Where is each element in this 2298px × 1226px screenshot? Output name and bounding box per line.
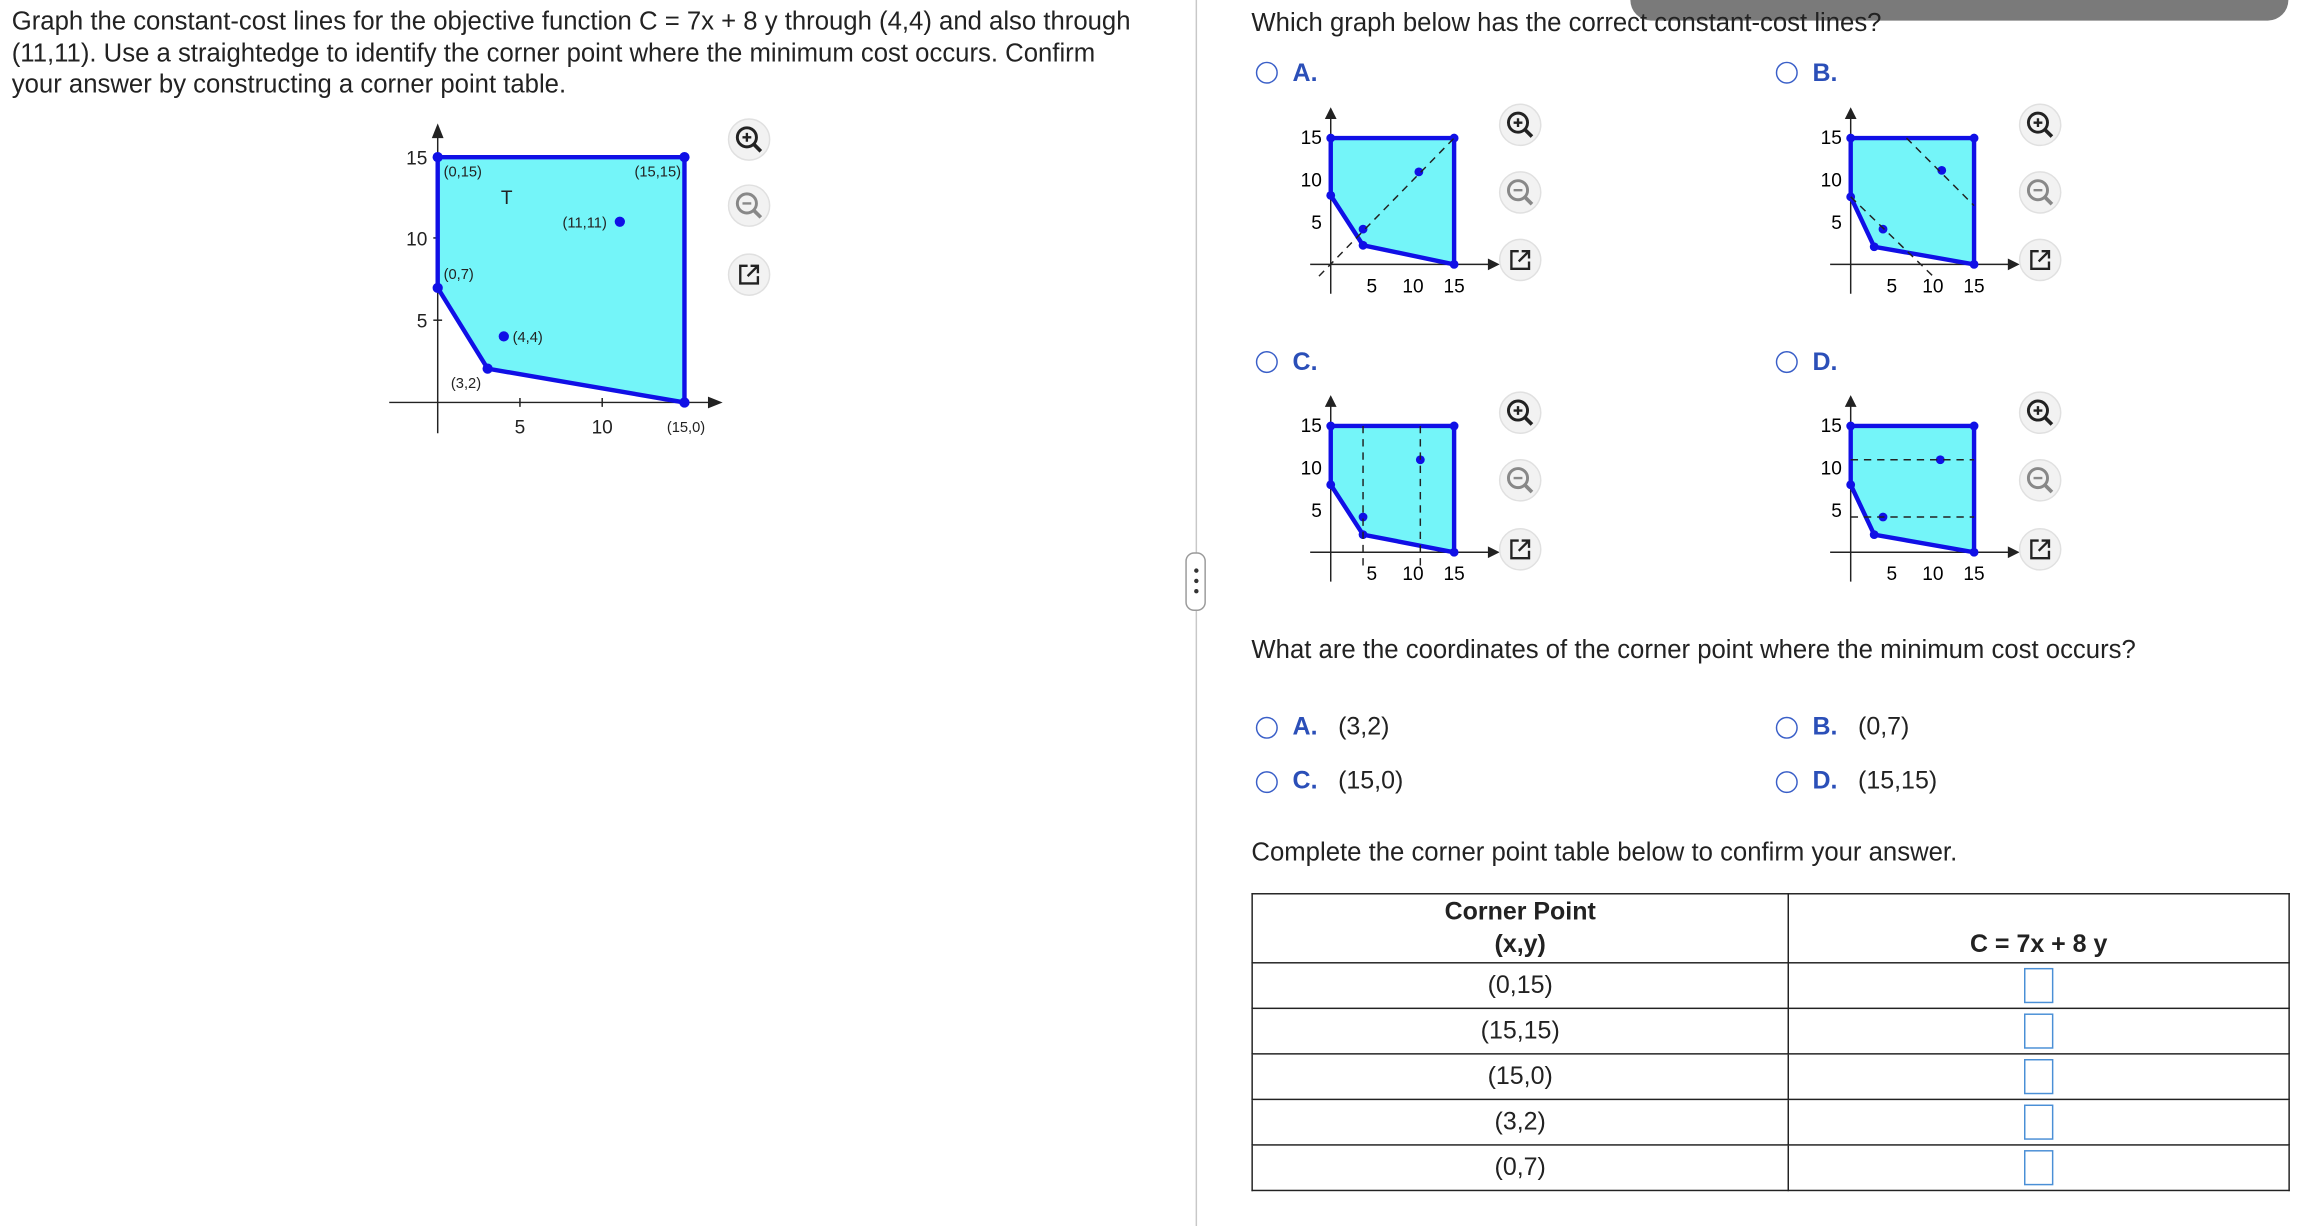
zoom-in-icon (1498, 391, 1542, 435)
main-graph (375, 118, 742, 456)
c-x-tick-10: 10 (1402, 564, 1424, 586)
option-c-zoom-out-button[interactable] (1498, 458, 1542, 502)
answer-option-a-value: (3,2) (1338, 712, 1390, 741)
option-d-zoom-out-button[interactable] (2018, 458, 2062, 502)
cost-input[interactable] (2024, 1013, 2053, 1048)
y-tick-15: 15 (406, 148, 428, 170)
table-prompt: Complete the corner point table below to confirm your answer. (1251, 837, 1958, 867)
corner-point-cell: (0,7) (1252, 1145, 1788, 1191)
expand-icon (2018, 527, 2062, 571)
d-x-tick-10: 10 (1922, 564, 1944, 586)
zoom-out-icon (1498, 170, 1542, 214)
cost-cell (1788, 1099, 2289, 1145)
label-15-15: (15,15) (634, 164, 682, 181)
option-a-zoom-in-button[interactable] (1498, 103, 1542, 147)
graph-option-d-radio[interactable] (1776, 351, 1798, 373)
cost-input[interactable] (2024, 1105, 2053, 1140)
b-x-tick-10: 10 (1922, 276, 1944, 298)
feasible-region (438, 157, 685, 402)
zoom-out-icon (1498, 458, 1542, 502)
b-y-tick-10: 10 (1820, 170, 1842, 192)
label-T: T (500, 188, 513, 210)
answer-option-c-radio[interactable] (1256, 771, 1278, 793)
answer-option-c-value: (15,0) (1338, 766, 1404, 795)
b-y-tick-5: 5 (1831, 213, 1842, 235)
label-0-15: (0,15) (443, 164, 482, 181)
table-row (1252, 963, 2289, 1009)
b-x-tick-5: 5 (1886, 276, 1898, 298)
corner-point-cell: (15,15) (1252, 1008, 1788, 1054)
table-row (1252, 1099, 2289, 1145)
option-b-zoom-in-button[interactable] (2018, 103, 2062, 147)
a-y-tick-10: 10 (1300, 170, 1322, 192)
d-x-tick-5: 5 (1886, 564, 1898, 586)
x-tick-10: 10 (591, 417, 613, 439)
cost-input[interactable] (2024, 1059, 2053, 1094)
zoom-out-icon (2018, 458, 2062, 502)
d-x-tick-15: 15 (1963, 564, 1985, 586)
y-tick-10: 10 (406, 229, 428, 251)
zoom-in-icon (2018, 103, 2062, 147)
c-y-tick-5: 5 (1311, 501, 1322, 523)
question-line-3: your answer by constructing a corner point table. (11, 69, 567, 99)
graph-question-prompt: Which graph below has the correct constant-cost lines? (1251, 7, 1882, 37)
graph-option-a (1278, 103, 1513, 309)
d-y-tick-15: 15 (1820, 415, 1842, 437)
b-x-tick-15: 15 (1963, 276, 1985, 298)
answer-option-a-radio[interactable] (1256, 717, 1278, 739)
graph-option-a-radio[interactable] (1256, 62, 1278, 84)
question-line-1: Graph the constant-cost lines for the objective function C = 7x + 8 y through (4,4) and also through (11, 5, 1131, 36)
label-0-7: (0,7) (443, 267, 474, 284)
answer-option-a-letter: A. (1292, 712, 1318, 741)
cost-input[interactable] (2024, 1150, 2053, 1185)
cost-cell (1788, 1054, 2289, 1100)
corner-point-cell: (15,0) (1252, 1054, 1788, 1100)
a-x-tick-10: 10 (1402, 276, 1424, 298)
option-a-zoom-out-button[interactable] (1498, 170, 1542, 214)
cost-header: C = 7x + 8 y (1788, 894, 2289, 963)
graph-option-a-letter: A. (1292, 58, 1318, 87)
graph-option-b (1798, 103, 2033, 309)
label-3-2: (3,2) (450, 375, 482, 392)
c-y-tick-10: 10 (1300, 458, 1322, 480)
corner-point-header-line1: Corner Point (1444, 897, 1596, 926)
x-tick-5: 5 (514, 417, 526, 439)
cost-cell (1788, 1008, 2289, 1054)
zoom-in-icon (1498, 103, 1542, 147)
expand-icon (1498, 527, 1542, 571)
graph-option-c-radio[interactable] (1256, 351, 1278, 373)
a-x-tick-5: 5 (1366, 276, 1378, 298)
y-tick-5: 5 (416, 311, 428, 333)
expand-icon (1498, 238, 1542, 282)
option-c-zoom-in-button[interactable] (1498, 391, 1542, 435)
cost-input[interactable] (2024, 968, 2053, 1003)
a-x-tick-15: 15 (1443, 276, 1465, 298)
question-line-2: (11,11). Use a straightedge to identify the corner point where the minimum cost occurs. Confirm (11, 37, 1096, 67)
label-11-11: (11,11) (562, 215, 607, 232)
d-y-tick-10: 10 (1820, 458, 1842, 480)
answer-option-c-letter: C. (1292, 766, 1318, 795)
option-b-expand-button[interactable] (2018, 238, 2062, 282)
corner-point-cell: (0,15) (1252, 963, 1788, 1009)
zoom-in-button[interactable] (727, 118, 771, 162)
zoom-in-icon (727, 118, 771, 162)
cost-cell (1788, 1145, 2289, 1191)
zoom-out-icon (2018, 170, 2062, 214)
resize-handle[interactable] (1185, 552, 1206, 611)
expand-button[interactable] (727, 253, 771, 297)
table-header-row (1252, 894, 2289, 963)
answer-option-d-letter: D. (1812, 766, 1838, 795)
expand-icon (727, 253, 771, 297)
corner-point-table (1251, 893, 2289, 1191)
label-4-4: (4,4) (512, 330, 543, 347)
graph-option-d-letter: D. (1812, 348, 1838, 377)
answer-option-b-radio[interactable] (1776, 717, 1798, 739)
graph-option-b-radio[interactable] (1776, 62, 1798, 84)
answer-option-b-letter: B. (1812, 712, 1838, 741)
graph-option-c-letter: C. (1292, 348, 1318, 377)
corner-point-cell: (3,2) (1252, 1099, 1788, 1145)
table-row (1252, 1054, 2289, 1100)
question-text (12, 6, 1131, 101)
expand-icon (2018, 238, 2062, 282)
corner-point-header-line2: (x,y) (1494, 929, 1546, 958)
graph-option-c (1278, 391, 1513, 597)
table-row (1252, 1008, 2289, 1054)
option-d-expand-button[interactable] (2018, 527, 2062, 571)
answer-option-b-value: (0,7) (1858, 712, 1910, 741)
option-b-zoom-out-button[interactable] (2018, 170, 2062, 214)
a-y-tick-5: 5 (1311, 213, 1322, 235)
zoom-in-icon (2018, 391, 2062, 435)
point-4-4 (499, 331, 509, 341)
graph-option-b-letter: B. (1812, 58, 1838, 87)
answer-option-d-value: (15,15) (1858, 766, 1938, 795)
c-y-tick-15: 15 (1300, 415, 1322, 437)
a-y-tick-15: 15 (1300, 127, 1322, 149)
corner-point-question-prompt: What are the coordinates of the corner point where the minimum cost occurs? (1251, 634, 2136, 664)
c-x-tick-15: 15 (1443, 564, 1465, 586)
corner-point-header (1252, 894, 1788, 963)
option-c-expand-button[interactable] (1498, 527, 1542, 571)
label-15-0: (15,0) (666, 419, 706, 436)
zoom-out-button[interactable] (727, 184, 771, 228)
answer-option-d-radio[interactable] (1776, 771, 1798, 793)
table-row (1252, 1145, 2289, 1191)
point-11-11 (615, 217, 625, 227)
c-x-tick-5: 5 (1366, 564, 1378, 586)
graph-option-d (1798, 391, 2033, 597)
option-d-zoom-in-button[interactable] (2018, 391, 2062, 435)
panel-divider (1196, 0, 1197, 1226)
cost-cell (1788, 963, 2289, 1009)
b-y-tick-15: 15 (1820, 127, 1842, 149)
option-a-expand-button[interactable] (1498, 238, 1542, 282)
zoom-out-icon (727, 184, 771, 228)
d-y-tick-5: 5 (1831, 501, 1842, 523)
